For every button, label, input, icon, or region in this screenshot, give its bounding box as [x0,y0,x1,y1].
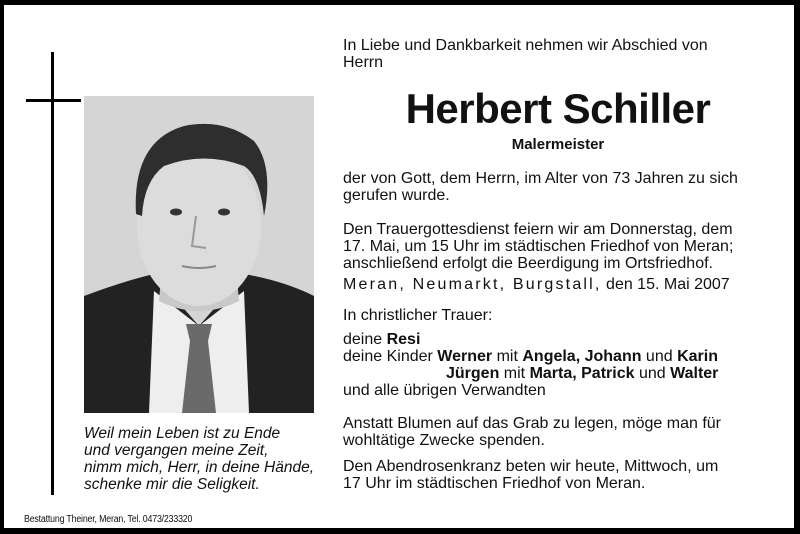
verse-line: und vergangen meine Zeit, [84,442,269,459]
verse-line: Weil mein Leben ist zu Ende [84,425,281,442]
portrait-illustration [84,96,314,413]
date: den 15. Mai 2007 [601,276,730,293]
place-date [343,276,773,293]
text: mit [492,348,523,365]
paragraph-passing [343,170,773,204]
portrait-photo [84,96,314,413]
deceased-profession: Malermeister [511,136,605,153]
intro-line: Herrn [343,54,384,71]
text-line: wohltätige Zwecke spenden. [343,432,545,449]
intro-text [343,37,773,71]
family-children-1 [343,348,773,365]
paragraph-donations [343,415,773,449]
grief-label: In christlicher Trauer: [343,307,493,324]
text-line: Anstatt Blumen auf das Grab zu legen, möge man für [343,415,721,432]
family-children-2 [343,365,773,382]
family-relatives: und alle übrigen Verwandten [343,382,546,399]
memorial-verse [84,425,314,493]
paragraph-service [343,221,773,272]
text: mit [499,365,530,382]
text: deine Kinder [343,348,438,365]
text-line: gerufen wurde. [343,187,450,204]
spouse-name: Resi [386,331,421,348]
text: deine [343,331,387,348]
verse-line: nimm mich, Herr, in deine Hände, [84,459,315,476]
text-line: Den Trauergottesdienst feiern wir am Donnerstag, dem [343,221,733,238]
text: und [641,348,678,365]
text-line: Den Abendrosenkranz beten wir heute, Mittwoch, um [343,458,719,475]
child-name: Jürgen [446,365,500,382]
family-list [343,331,773,399]
text-line: 17 Uhr im städtischen Friedhof von Meran. [343,475,646,492]
family-name: Walter [670,365,719,382]
deceased-name: Herbert Schiller [405,85,711,132]
family-spouse [343,331,773,348]
family-name: Karin [677,348,718,365]
paragraph-rosary [343,458,773,492]
places: Meran, Neumarkt, Burgstall, [343,276,602,293]
text-line: 17. Mai, um 15 Uhr im städtischen Friedhof von Meran; [343,238,734,255]
text-line: der von Gott, dem Herrn, im Alter von 73 Jahren zu sich [343,170,738,187]
funeral-home-credit: Bestattung Theiner, Meran, Tel. 0473/233320 [24,514,193,525]
family-names: Angela, Johann [522,348,642,365]
intro-line: In Liebe und Dankbarkeit nehmen wir Abschied von [343,37,708,54]
family-names: Marta, Patrick [529,365,635,382]
cross-icon-vertical [51,52,54,495]
cross-icon-horizontal [26,99,81,102]
child-name: Werner [437,348,493,365]
text-line: anschließend erfolgt die Beerdigung im Ortsfriedhof. [343,255,713,272]
verse-line: schenke mir die Seligkeit. [84,476,260,493]
text: und [634,365,671,382]
